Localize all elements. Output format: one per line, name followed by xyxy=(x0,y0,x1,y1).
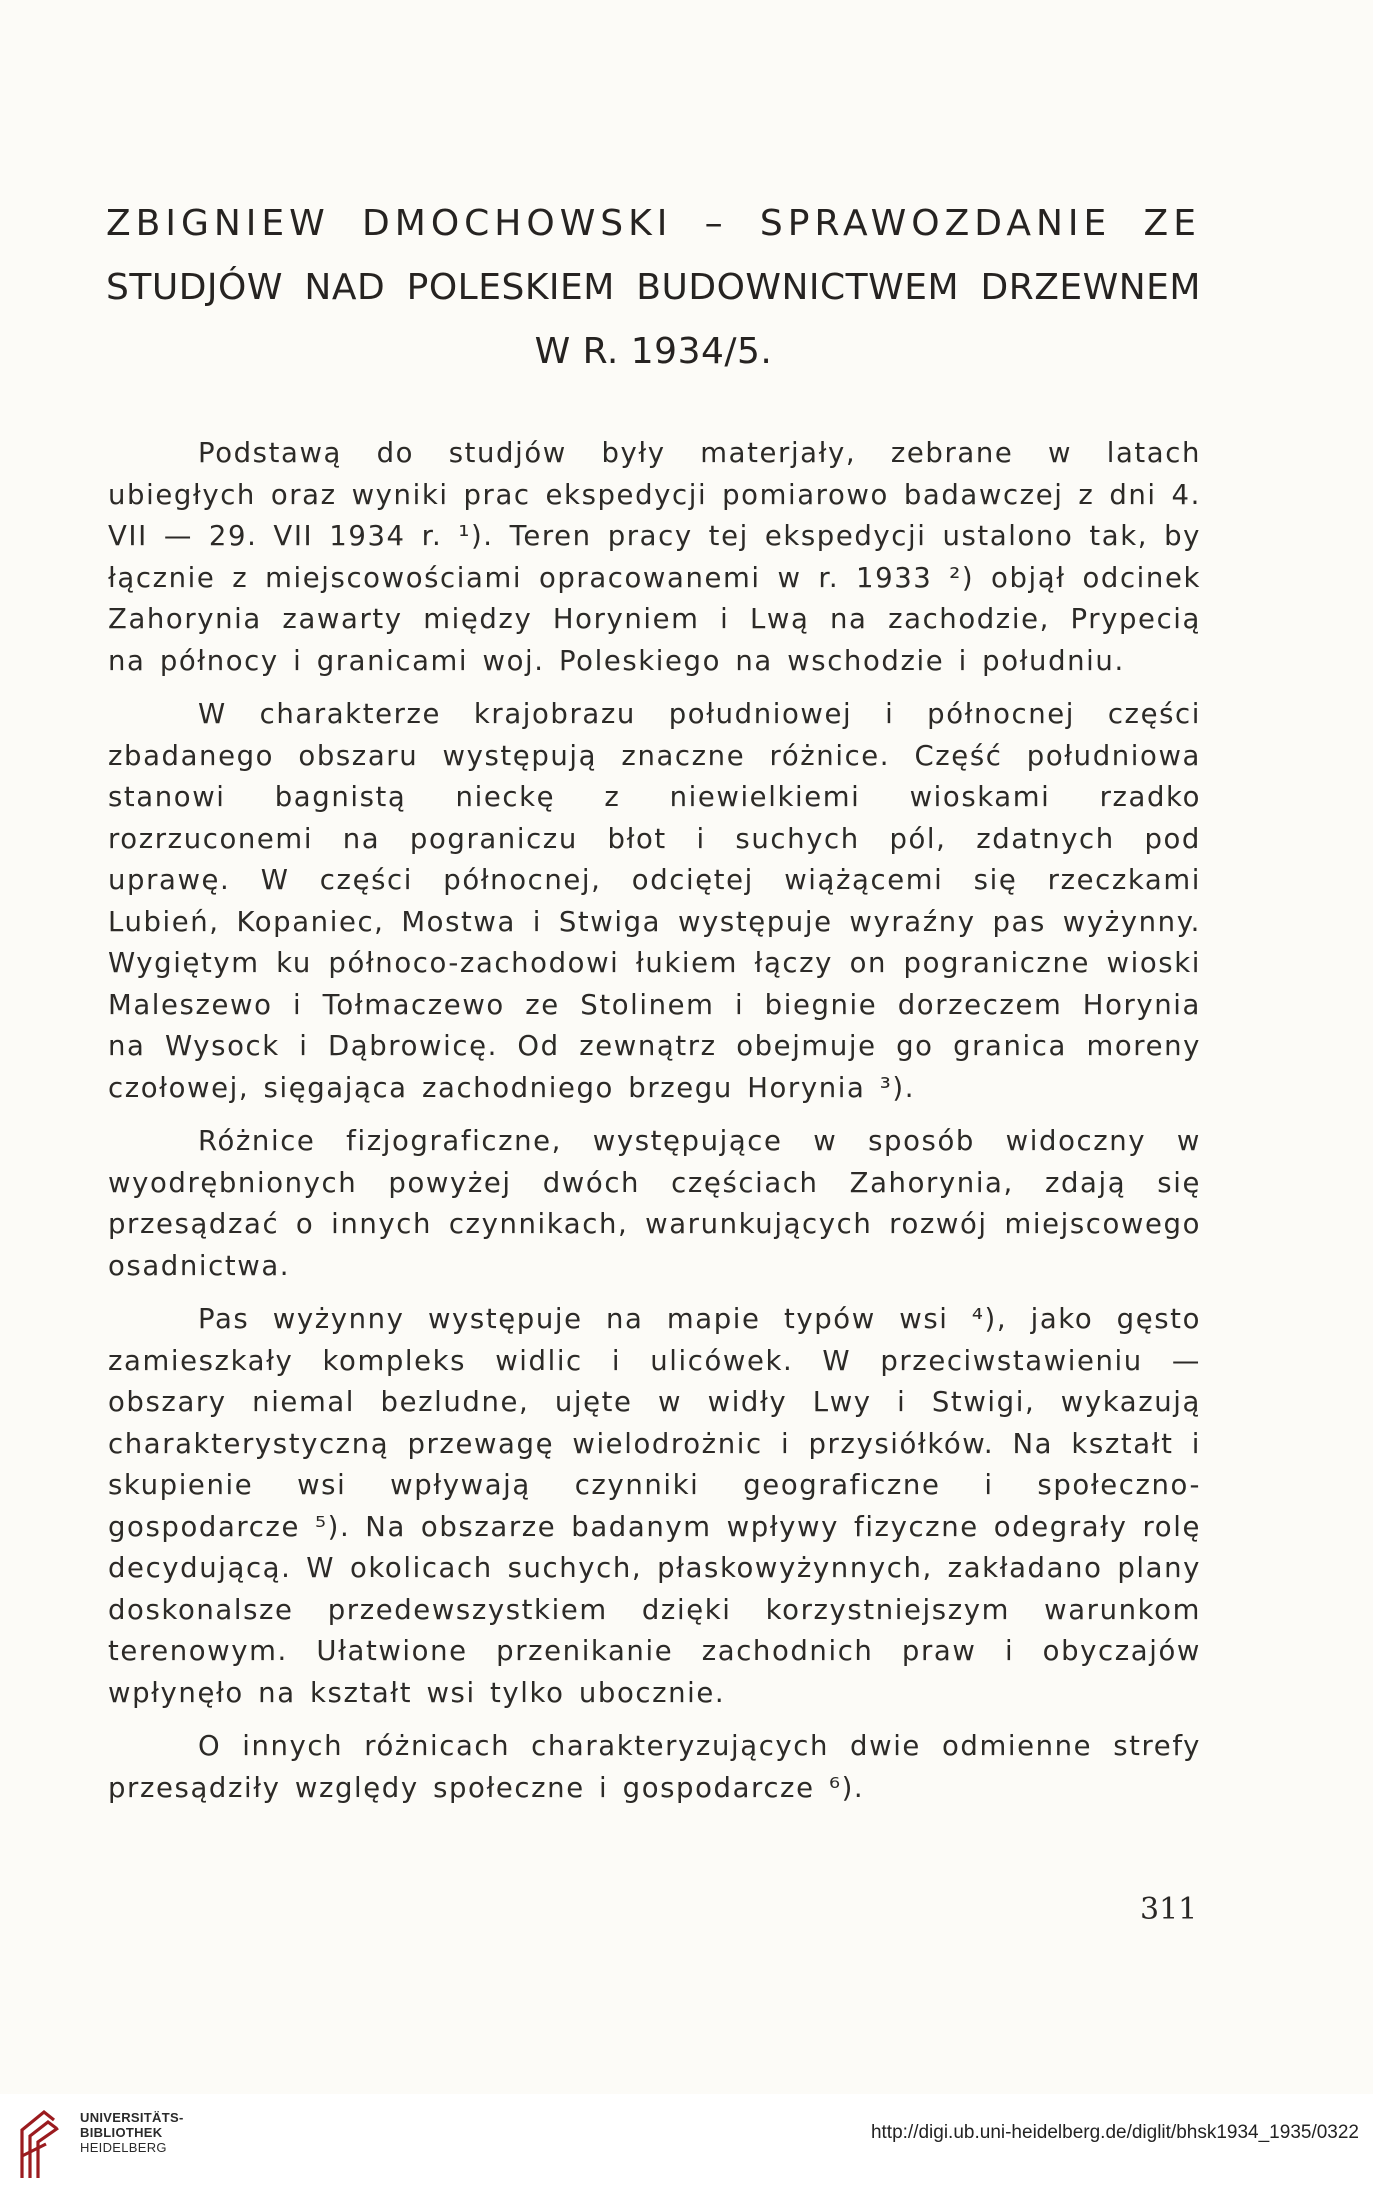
paragraph: O innych różnicach charakteryzujących dwie odmienne strefy przesądziły względy społeczne i gospodarcze ⁶). xyxy=(108,1730,1201,1804)
page-number: 311 xyxy=(1140,1892,1198,1927)
title-word: ZBIGNIEW xyxy=(106,203,330,244)
title-word: DMOCHOWSKI xyxy=(362,203,673,244)
title-word: STUDJÓW xyxy=(106,267,283,308)
library-name-line: UNIVERSITÄTS- xyxy=(80,2110,184,2125)
source-url[interactable]: http://digi.ub.uni-heidelberg.de/diglit/bhsk1934_1935/0322 xyxy=(870,2122,1359,2143)
library-name-line: HEIDELBERG xyxy=(80,2140,167,2155)
title-word: DRZEWNEM xyxy=(980,267,1201,308)
library-name xyxy=(80,2110,184,2155)
title-word: POLESKIEM xyxy=(406,267,615,308)
title-word: BUDOWNICTWEM xyxy=(636,267,960,308)
title-word: NAD xyxy=(304,267,386,308)
digitization-footer xyxy=(0,2094,1373,2199)
paragraph: Pas wyżynny występuje na mapie typów wsi ⁴), jako gęsto zamieszkały kompleks widlic i ulicówek. W przeciwstawieniu — obszary niemal bezludne, ujęte w widły Lwy i Stwigi, wykazują charakterystyczną przewagę wielodrożnic i przysiółków. Na kształt i skupienie wsi wpływają czynniki geograficzne i społeczno-gospodarcze ⁵). Na obszarze badanym wpływy fizyczne odegrały rolę decydującą. W okolicach suchych, płaskowyżynnych, zakładano plany doskonalsze przedewszystkiem dzięki korzystniejszym warunkom terenowym. Ułatwione przenikanie zachodnich praw i obyczajów wpłynęło na kształt wsi tylko ubocznie. xyxy=(108,1303,1201,1709)
title-line-1 xyxy=(106,192,1201,256)
title-word: SPRAWOZDANIE xyxy=(759,203,1112,244)
paragraph: W charakterze krajobrazu południowej i północnej części zbadanego obszaru występują znaczne różnice. Część południowa stanowi bagnistą nieckę z niewielkiemi wioskami rzadko rozrzuconemi na pograniczu błot i suchych pól, zdatnych pod uprawę. W części północnej, odciętej wiążącemi się rzeczkami Lubień, Kopaniec, Mostwa i Stwiga występuje wyraźny pas wyżynny. Wygiętym ku północo-zachodowi łukiem łączy on pograniczne wioski Maleszewo i Tołmaczewo ze Stolinem i biegnie dorzeczem Horynia na Wysock i Dąbrowicę. Od zewnątrz obejmuje go granica moreny czołowej, sięgająca zachodniego brzegu Horynia ³). xyxy=(108,698,1201,1104)
paragraph: Różnice fizjograficzne, występujące w sposób widoczny w wyodrębnionych powyżej dwóch częściach Zahorynia, zdają się przesądzać o innych czynnikach, warunkujących rozwój miejscowego osadnictwa. xyxy=(108,1125,1201,1282)
article-body xyxy=(108,433,1201,1809)
article-title xyxy=(106,192,1201,384)
title-word: ZE xyxy=(1143,203,1201,244)
title-word: – xyxy=(704,203,728,244)
paragraph: Podstawą do studjów były materjały, zebrane w latach ubiegłych oraz wyniki prac ekspedycji pomiarowo badawczej z dni 4. VII — 29. VII 1934 r. ¹). Teren pracy tej ekspedycji ustalono tak, by łącznie z miejscowościami opracowanemi w r. 1933 ²) objął odcinek Zahorynia zawarty między Horyniem i Lwą na zachodzie, Prypecią na północy i granicami woj. Poleskiego na wschodzie i południu. xyxy=(108,437,1201,677)
title-line-2 xyxy=(106,256,1201,320)
library-name-line: BIBLIOTHEK xyxy=(80,2125,163,2140)
heidelberg-library-logo-icon xyxy=(14,2108,62,2182)
title-line-3: W R. 1934/5. xyxy=(534,331,773,372)
